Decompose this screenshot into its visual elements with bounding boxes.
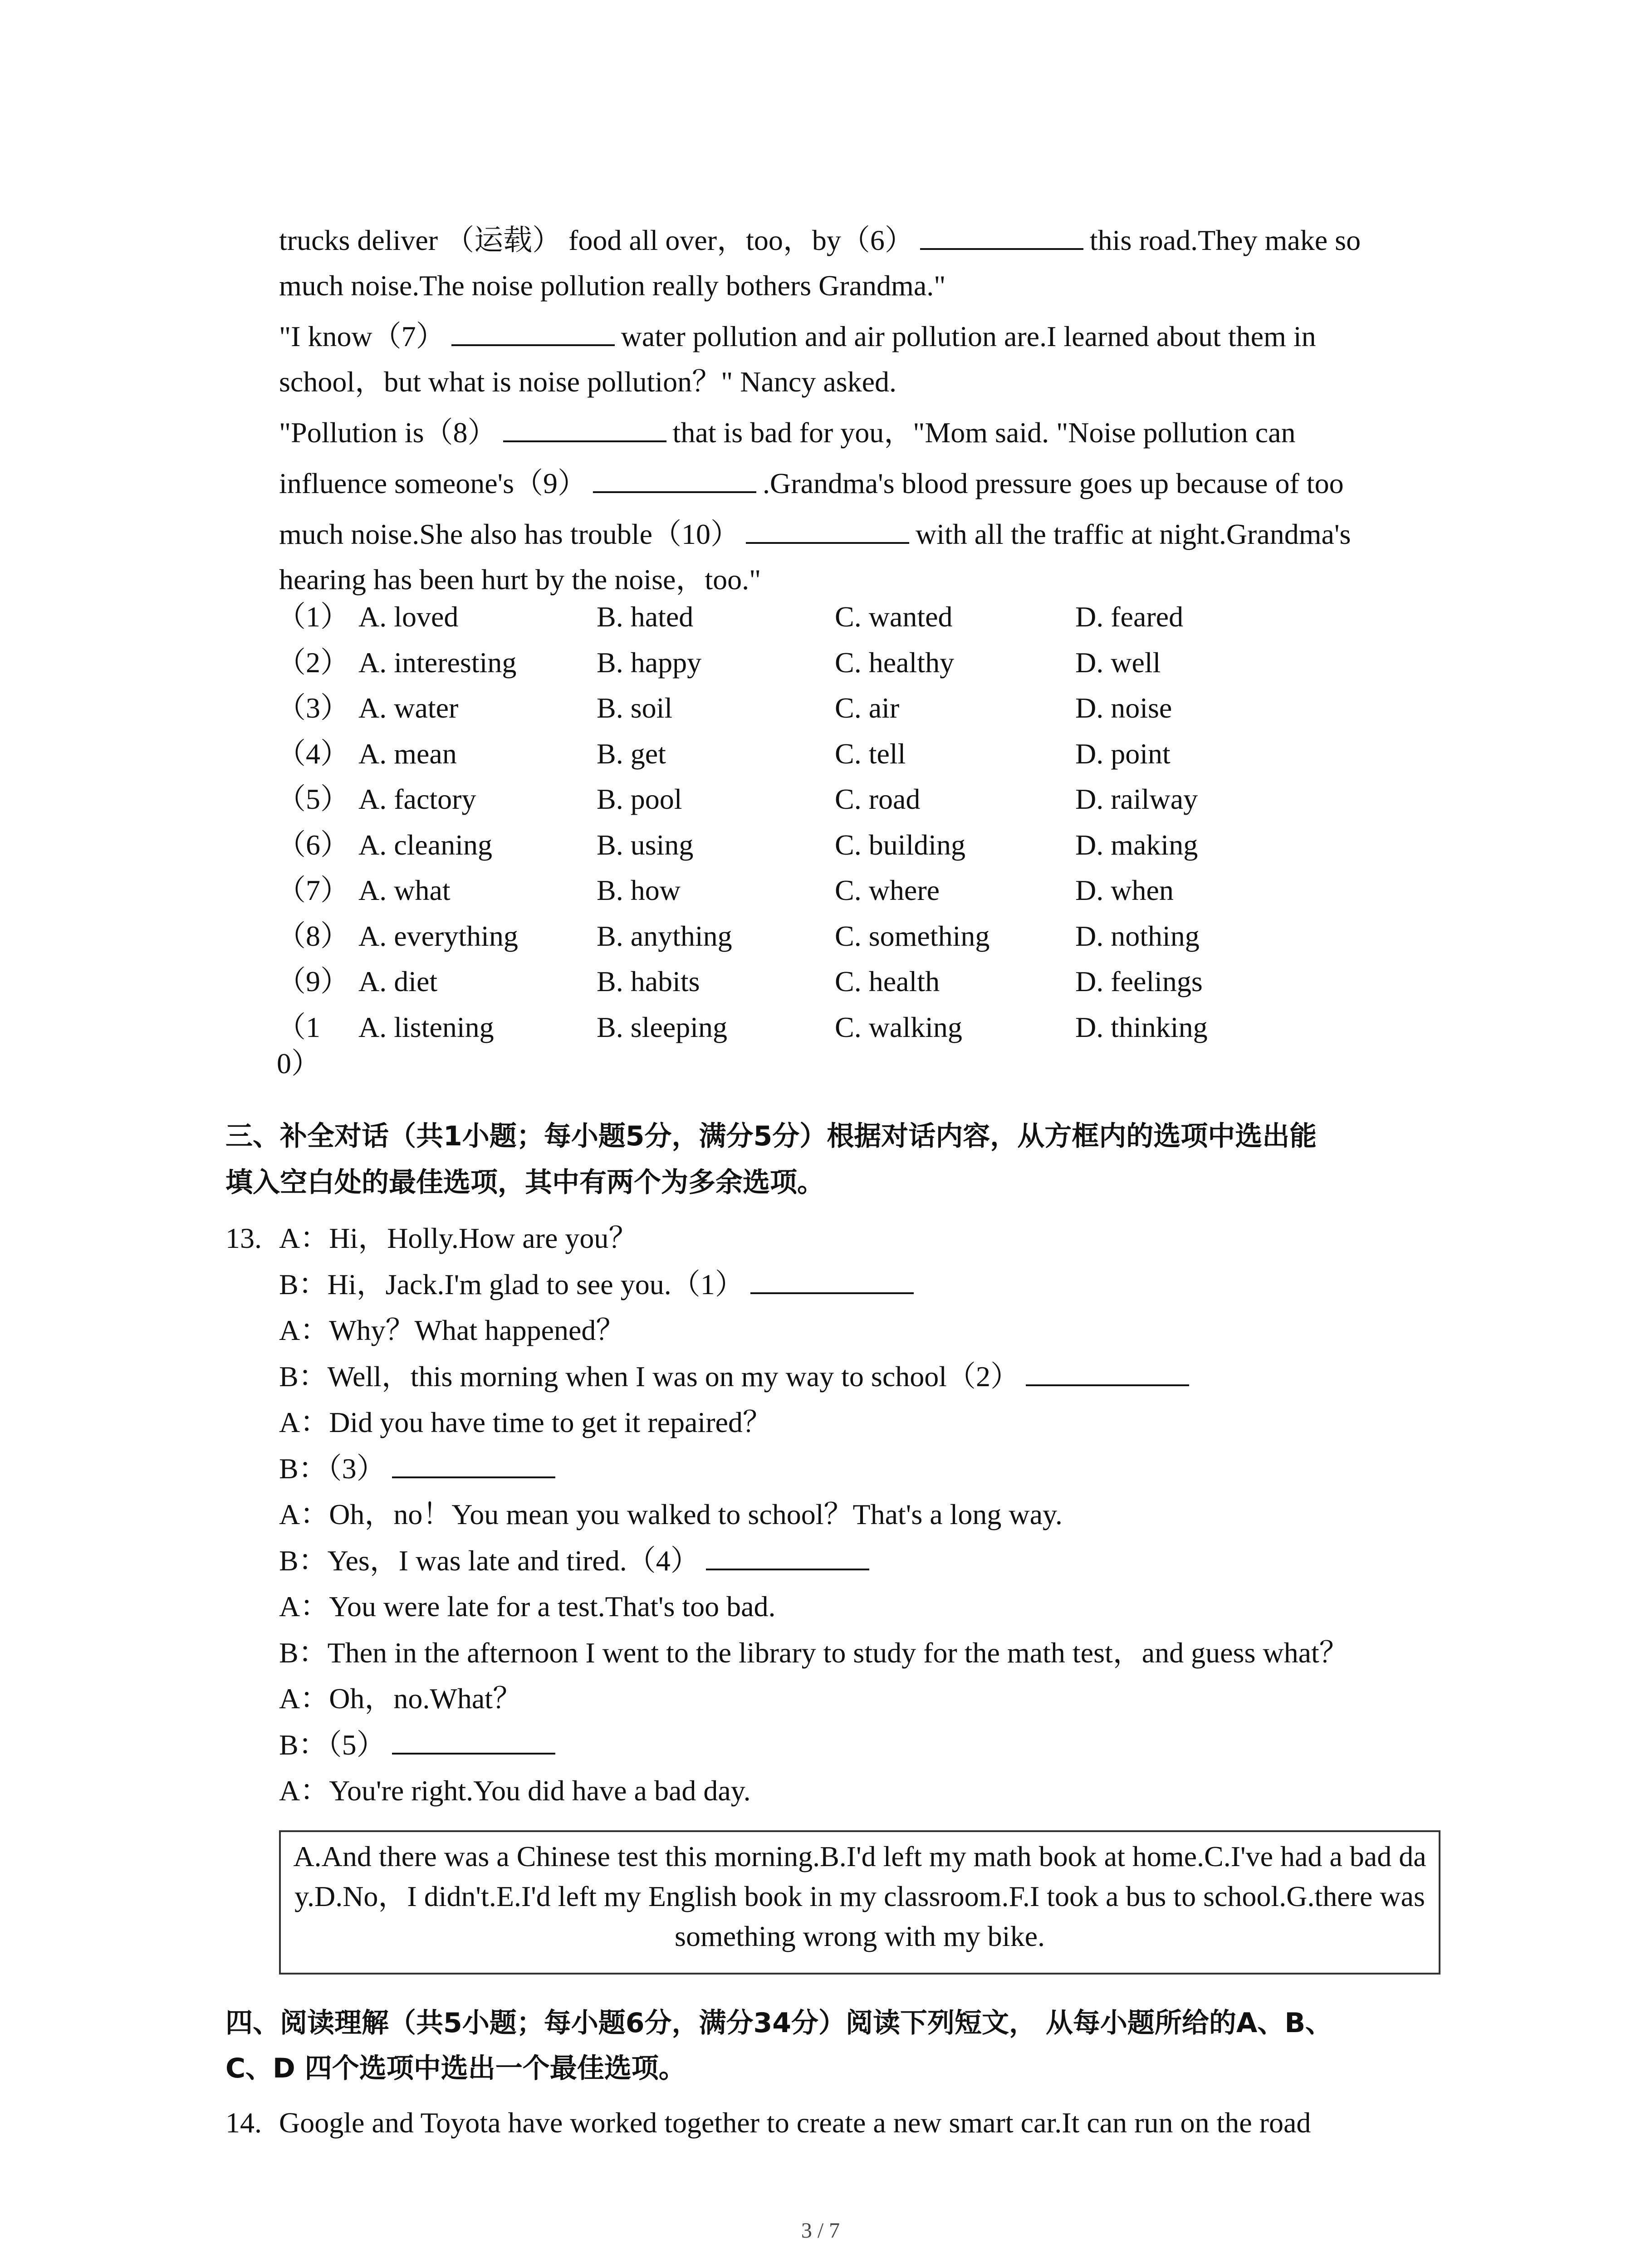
option-b[interactable]: B. anything: [597, 919, 732, 952]
answer-blank-2[interactable]: [1026, 1354, 1189, 1386]
dialogue-line: B：（3）: [279, 1446, 1348, 1492]
passage-line: "Pollution is（8） that is bad for you，"Mom said. "Noise pollution can: [279, 410, 1440, 455]
option-d[interactable]: D. point: [1075, 737, 1171, 770]
dialogue-line: A：You're right.You did have a bad day.: [279, 1774, 751, 1807]
passage-line: trucks deliver （运载） food all over，too，by（6） this road.They make so: [279, 218, 1440, 263]
option-b[interactable]: B. using: [597, 828, 694, 861]
options-box: A.And there was a Chinese test this morning.B.I'd left my math book at home.C.I've had a bad day.D.No，I didn't.E.I'd left my English book in my classroom.F.I took a bus to school.G.there was something wrong with my bike.: [279, 1830, 1440, 1975]
option-c[interactable]: C. wanted: [835, 601, 953, 633]
option-d[interactable]: D. feared: [1075, 601, 1184, 633]
dialogue-line: B：Hi，Jack.I'm glad to see you.（1）: [279, 1262, 1348, 1308]
dialogue-line: B：Then in the afternoon I went to the library to study for the math test，and guess what？: [279, 1636, 1348, 1669]
answer-blank-6[interactable]: [920, 218, 1083, 250]
option-a[interactable]: A. what: [358, 874, 451, 906]
dialogue-line: B：（5）: [279, 1722, 1348, 1769]
dialogue-line: A：Oh，no.What？: [279, 1682, 522, 1715]
answer-blank-9[interactable]: [593, 461, 756, 493]
option-a[interactable]: A. water: [358, 692, 459, 724]
option-a[interactable]: A. mean: [358, 737, 457, 770]
section-heading-3-cont: 填入空白处的最佳选项，其中有两个为多余选项。: [225, 1167, 824, 1198]
option-d[interactable]: D. when: [1075, 874, 1174, 906]
option-a[interactable]: A. interesting: [358, 646, 517, 679]
answer-blank-1[interactable]: [750, 1262, 914, 1294]
section-heading-4-cont: C、D 四个选项中选出一个最佳选项。: [225, 2053, 686, 2084]
answer-blank-8[interactable]: [503, 411, 666, 442]
section-heading-3: 三、补全对话（共1小题；每小题5分，满分5分）根据对话内容，从方框内的选项中选出能: [225, 1120, 1317, 1152]
dialogue-line: B：Well，this morning when I was on my way to school（2）: [279, 1354, 1348, 1400]
option-d[interactable]: D. well: [1075, 646, 1161, 679]
option-c[interactable]: C. building: [835, 828, 966, 861]
answer-blank-7[interactable]: [451, 314, 615, 346]
exam-page: trucks deliver （运载） food all over，too，by（6） this road.They make so much noise.The noise pollution really bothers Grandma." "I know（7） water pollution and air pollution are.I learned about them in school，but what is noise pollution？" Nancy asked. "Pollution is（8） that is bad for you，"Mom said. "Noise pollution can influence someone's（9） .Grandma's blood pressure goes up because of too much noise.She also has trouble（10） with all the traffic at night.Grandma's hearing has been hurt by the noise，too." （1） A. loved B. hated C. wanted D. feared （2） A. interesting B. happy C. healthy D. well （3） A. water B. soil C. air D. noise （4） A. mean B. get C. tell D. point （5） A. factory B. pool C. road D. railway （6） A. cleaning B. using C. building D. making （7） A. what B. how C. where D. when （8） A. everything B. anything C. something D. nothing （9） A. diet B. habits C. health D. feelings （1 A. listening B. sleeping C. walking D. thinking 0） 三、补全对话（共1小题；每小题5分，满分5分）根据对话内容，从方框内的选项中选出能 填入空白处的最佳选项，其中有两个为多余选项。 13. A：Hi，Holly.How are you？ B：Hi，Jack.I'm glad to see you.（1） A：Why？What happened？ B：Well，this morning when I was on my way to school（2） A：Did you have time to get it repaired？ B：（3） A：Oh，no！You mean you walked to school？That's a long way. B：Yes，I was late and tired.（4） A：You were late for a test.That's too bad. B：Then in the afternoon I went to the library to study for the math test，and guess what？ A：Oh，no.What？ B：（5） A：You're right.You did have a bad day. A.And there was a Chinese test this morning.B.I'd left my math book at home.C.I've had a bad day.D.No，I didn't.E.I'd left my English book in my classroom.F.I took a bus to school.G.there was something wrong with my bike. 四、阅读理解（共5小题；每小题6分，满分34分）阅读下列短文， 从每小题所给的A、B、 C、D 四个选项中选出一个最佳选项。 14. Google and Toyota have worked together to create a new smart car.It can run on the road 3 / 7: [0, 0, 1641, 2268]
option-b[interactable]: B. get: [597, 737, 666, 770]
option-b[interactable]: B. soil: [597, 692, 673, 724]
dialogue-line: B：Yes，I was late and tired.（4）: [279, 1538, 1348, 1584]
passage-line: influence someone's（9） .Grandma's blood pressure goes up because of too: [279, 461, 1440, 506]
option-a[interactable]: A. listening: [358, 1011, 494, 1043]
option-c[interactable]: C. health: [835, 965, 940, 997]
option-c[interactable]: C. tell: [835, 737, 906, 770]
dialogue-line: A：Oh，no！You mean you walked to school？That's a long way.: [279, 1498, 1063, 1530]
question-number: 14.: [225, 2107, 262, 2139]
section-heading-4: 四、阅读理解（共5小题；每小题6分，满分34分）阅读下列短文， 从每小题所给的A、B、: [225, 2007, 1333, 2039]
option-c[interactable]: C. healthy: [835, 646, 955, 679]
option-d[interactable]: D. feelings: [1075, 965, 1203, 997]
option-a[interactable]: A. loved: [358, 601, 459, 633]
dialogue-line: A：Why？What happened？: [279, 1314, 625, 1346]
option-d[interactable]: D. nothing: [1075, 919, 1200, 952]
question-14-text: Google and Toyota have worked together to create a new smart car.It can run on the road: [279, 2107, 1311, 2139]
passage: [279, 218, 1440, 602]
option-c[interactable]: C. where: [835, 874, 940, 906]
answer-blank-3[interactable]: [392, 1447, 555, 1478]
option-a[interactable]: A. everything: [358, 919, 518, 952]
page-number: 3 / 7: [801, 2219, 840, 2243]
answer-blank-5[interactable]: [392, 1723, 555, 1755]
dialogue-line: A：You were late for a test.That's too bad.: [279, 1590, 776, 1623]
passage-line: much noise.The noise pollution really bothers Grandma.": [279, 269, 946, 302]
option-a[interactable]: A. cleaning: [358, 828, 492, 861]
option-d[interactable]: D. making: [1075, 828, 1198, 861]
passage-line: much noise.She also has trouble（10） with all the traffic at night.Grandma's: [279, 512, 1440, 557]
option-b[interactable]: B. habits: [597, 965, 700, 997]
option-b[interactable]: B. how: [597, 874, 681, 906]
dialogue: [279, 1216, 1348, 1814]
option-b[interactable]: B. sleeping: [597, 1011, 727, 1043]
question-number: 13.: [225, 1222, 262, 1254]
option-b[interactable]: B. pool: [597, 783, 682, 815]
dialogue-line: A：Did you have time to get it repaired？: [279, 1406, 772, 1438]
option-c[interactable]: C. air: [835, 692, 900, 724]
passage-line: school，but what is noise pollution？" Nancy asked.: [279, 366, 897, 398]
passage-line: hearing has been hurt by the noise，too.": [279, 563, 761, 596]
option-d[interactable]: D. noise: [1075, 692, 1172, 724]
option-a[interactable]: A. factory: [358, 783, 476, 815]
option-c[interactable]: C. walking: [835, 1011, 962, 1043]
dialogue-line: A：Hi，Holly.How are you？: [279, 1222, 638, 1254]
option-c[interactable]: C. something: [835, 919, 990, 952]
answer-blank-4[interactable]: [706, 1539, 869, 1570]
option-b[interactable]: B. hated: [597, 601, 694, 633]
option-d[interactable]: D. thinking: [1075, 1011, 1208, 1043]
option-b[interactable]: B. happy: [597, 646, 702, 679]
passage-line: "I know（7） water pollution and air pollution are.I learned about them in: [279, 314, 1440, 359]
option-c[interactable]: C. road: [835, 783, 921, 815]
option-d[interactable]: D. railway: [1075, 783, 1198, 815]
option-a[interactable]: A. diet: [358, 965, 438, 997]
answer-blank-10[interactable]: [746, 512, 909, 544]
